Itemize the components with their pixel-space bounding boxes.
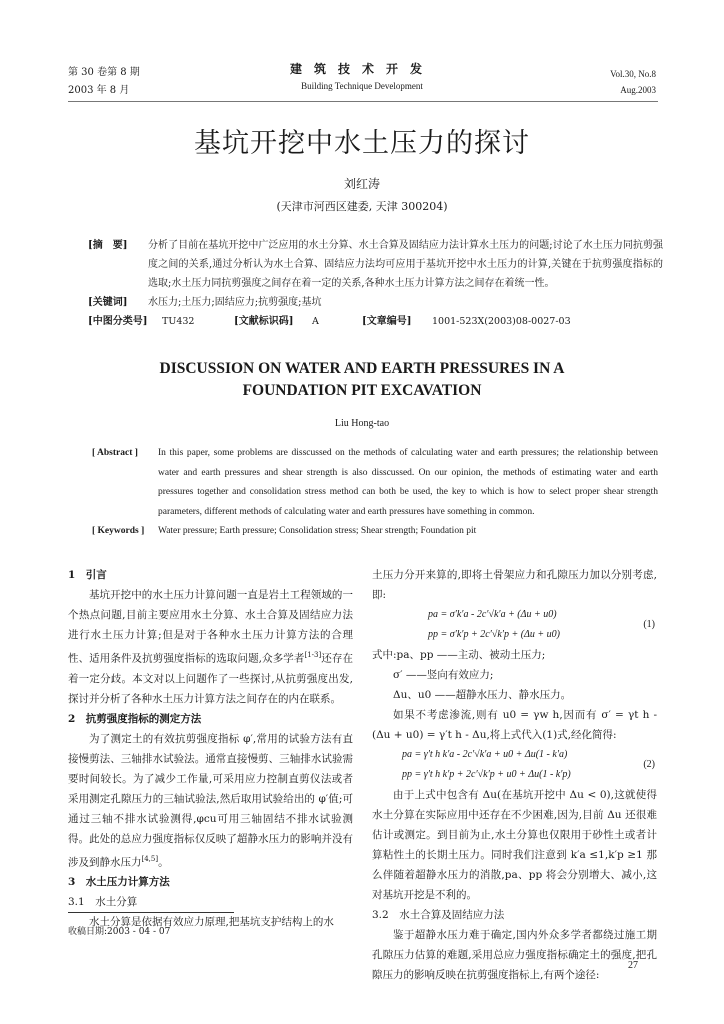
- english-title-line-2: FOUNDATION PIT EXCAVATION: [242, 382, 482, 399]
- equation-2: [372, 745, 657, 785]
- keywords-en-text: Water pressure; Earth pressure; Consolidation stress; Shear strength; Foundation pit: [158, 526, 477, 536]
- affiliation: (天津市河西区建委, 天津 300204): [276, 200, 448, 213]
- article-no-label: [文章编号]: [362, 316, 412, 327]
- keywords-cn-text: 水压力;土压力;固结应力;抗剪强度;基坑: [148, 297, 322, 308]
- footnote-rule: [68, 912, 234, 913]
- header-rule: [68, 101, 658, 102]
- abstract-cn-label: [摘 要]: [88, 240, 128, 251]
- author: 刘红涛: [343, 177, 380, 191]
- keywords-en: [92, 522, 658, 542]
- text: 为了测定土的有效抗剪强度指标 φ′,常用的试验方法有直接慢剪法、三轴排水试验法。通常直接慢剪、三轴排水试验需要时间较长。为了减少工作量,可采用应力控制直剪仪法或者采用测定孔隙压力的三轴试验法,然后取用试验给出的 φ′值;可通过三轴不排水试验测得,φcu可用三轴固结不排水试验测得。此处的总应力强度指标仅反映了超静水压力的影响并没有涉及到静水压力: [68, 732, 353, 868]
- english-title: [0, 358, 724, 402]
- paragraph: 由于上式中包含有 Δu(在基坑开挖中 Δu < 0),这就使得水土分算在实际应用中还存在不少困难,因为,目前 Δu 还很难估计或测定。到目前为止,水土分算也仅限用于砂性土或者计算粘性土的长期土压力。同时我们注意到 k′a ≤1,k′p ≥1 那么伴随着超静水压力的消散,pa、pp 将会分别增大、减小,这对基坑开挖是不利的。: [372, 789, 657, 901]
- text: 。: [158, 856, 169, 868]
- body-right-column: [372, 565, 657, 985]
- paragraph: 鉴于超静水压力难于确定,国内外众多学者都绕过施工期孔隙压力估算的难题,采用总应力强度指标确定土的强度,把孔隙压力的影响反映在抗剪强度指标上,有两个途径:: [372, 929, 657, 981]
- journal-name-cn: 建筑技术开发: [289, 62, 434, 76]
- paragraph: 如果不考虑渗流,则有 u0 = γw h,因而有 σ′ = γt h - (Δu + u0) = γ′t h - Δu,将上式代入(1)式,经化简得:: [372, 709, 657, 741]
- clc-value: TU432: [162, 316, 195, 327]
- abstract-en-block: [92, 444, 658, 542]
- equation-line: pa = σ′k′a - 2c′√k′a + (Δu + u0): [428, 609, 557, 620]
- classification-row: [88, 312, 663, 331]
- section-1-paragraph: [68, 585, 353, 709]
- doc-code-label: [文献标识码]: [234, 316, 294, 327]
- received-date: 收稿日期:2003 - 04 - 07: [68, 927, 171, 937]
- section-3-1-paragraph: 水土分算是依据有效应力原理,把基坑支护结构上的水: [89, 916, 334, 928]
- section-2-paragraph: [68, 729, 353, 873]
- section-3-1-heading: 3.1 水土分算: [68, 896, 138, 908]
- article-no-value: 1001-523X(2003)08-0027-03: [432, 316, 571, 327]
- english-title-line-1: DISCUSSION ON WATER AND EARTH PRESSURES IN A: [159, 360, 565, 377]
- section-3-2-heading: 3.2 水土合算及固结应力法: [372, 909, 505, 921]
- keywords-en-label: [ Keywords ]: [92, 526, 145, 536]
- where-line: σ′ ——竖向有效应力;: [393, 669, 494, 681]
- abstract-cn: [88, 236, 663, 293]
- section-3-heading: 3 水土压力计算方法: [68, 876, 170, 888]
- body-left-column: [68, 565, 353, 932]
- page-number: 27: [628, 960, 638, 971]
- text: 基坑开挖中的水土压力计算问题一直是岩土工程领域的一个热点问题,目前主要应用水土分算、水土合算及固结应力法进行水土压力计算;但是对于各种水土压力计算方法的合理性、适用条件及抗剪强度指标的选取问题,众多学者: [68, 589, 353, 665]
- doc-code-value: A: [312, 316, 319, 327]
- abstract-cn-block: [88, 236, 663, 331]
- paragraph: 土压力分开来算的,即将土骨架应力和孔隙压力加以分别考虑,即:: [372, 569, 657, 601]
- equation-number: (1): [643, 619, 655, 630]
- keywords-cn: [88, 293, 663, 312]
- volume-issue-cn: 第 30 卷第 8 期: [68, 67, 140, 78]
- where-line: Δu、u0 ——超静水压力、静水压力。: [393, 689, 572, 701]
- text: 还存在着一定分歧。本文对以上问题作了一些探讨,从抗剪强度出发,探讨并分析了各种水土压力计算方法之间存在的内在联系。: [68, 652, 353, 705]
- equation-line: pa = γ′t h k′a - 2c′√k′a + u0 + Δu(1 - k′a): [402, 749, 568, 760]
- abstract-cn-text: 分析了目前在基坑开挖中广泛应用的水土分算、水土合算及固结应力法计算水土压力的问题;讨论了水土压力同抗剪强度之间的关系,通过分析认为水土合算、固结应力法均可应用于基坑开挖中水土压力的计算,关键在于抗剪强度指标的选取;水土压力同抗剪强度之间存在着一定的关系,各种水土压力计算方法之间存在着统一性。: [148, 240, 663, 289]
- date-cn: 2003 年 8 月: [68, 85, 130, 96]
- section-1-heading: 1 引言: [68, 569, 107, 581]
- citation: [1-3]: [304, 651, 322, 659]
- where-line: 式中:pa、pp ——主动、被动土压力;: [372, 649, 546, 661]
- section-2-heading: 2 抗剪强度指标的测定方法: [68, 712, 202, 725]
- paper-title: 基坑开挖中水土压力的探讨: [194, 128, 530, 159]
- equation-line: pp = σ′k′p + 2c′√k′p + (Δu + u0): [428, 629, 561, 640]
- equation-line: pp = γ′t h k′p + 2c′√k′p + u0 + Δu(1 - k′p): [402, 769, 571, 780]
- equation-1: [372, 605, 657, 645]
- volume-issue-en: Vol.30, No.8: [610, 69, 656, 79]
- clc-label: [中图分类号]: [88, 316, 148, 327]
- abstract-en-label: [ Abstract ]: [92, 448, 138, 458]
- abstract-en-text: In this paper, some problems are disscussed on the methods of calculating water and earth pressures; the relationship between water and earth pressures and shear strength is also disscussed. On our opinion, the methods of estimating water and earth pressures together and consolidation stress method can both be used, the key to which is how to select proper shear strength parameters, different methods of calculating water and earth pressures have something in common.: [158, 448, 658, 517]
- journal-name-en: Building Technique Development: [301, 81, 423, 91]
- english-author: Liu Hong-tao: [334, 418, 390, 429]
- equation-number: (2): [643, 759, 655, 770]
- abstract-en: [92, 444, 658, 522]
- citation: [4,5]: [141, 854, 159, 863]
- issue-info-en: [610, 66, 656, 98]
- date-en: Aug.2003: [620, 85, 656, 95]
- keywords-cn-label: [关键词]: [88, 297, 128, 308]
